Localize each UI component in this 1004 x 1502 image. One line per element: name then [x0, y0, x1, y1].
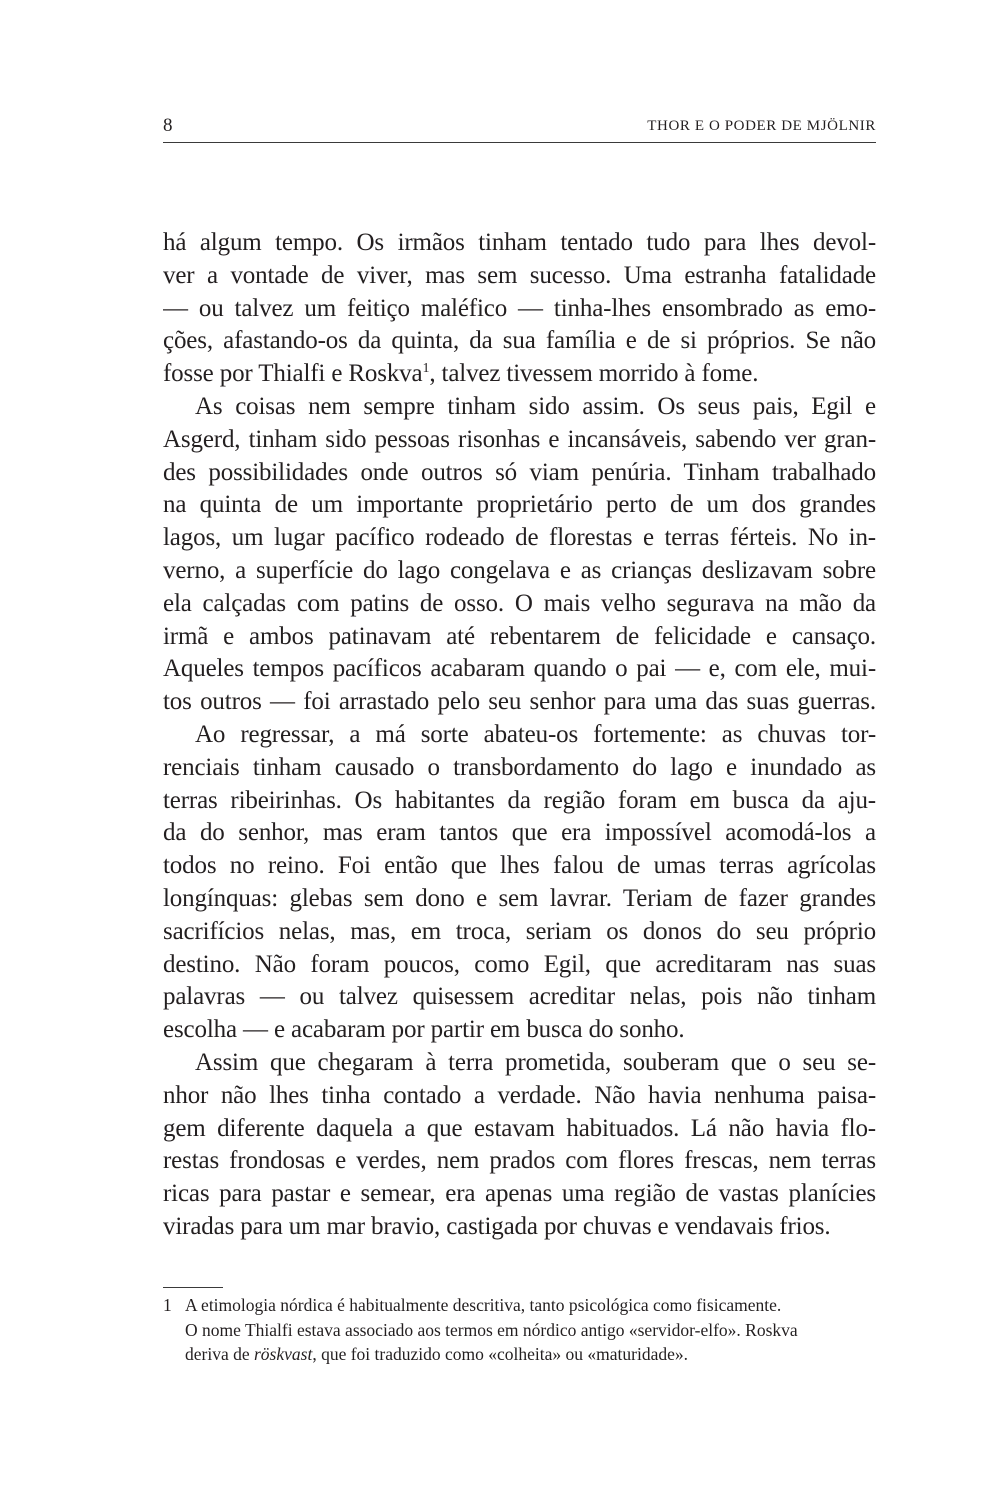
- footnote-line: O nome Thialfi estava associado aos termos em nórdico antigo «servidor-elfo». Roskva: [185, 1319, 798, 1340]
- footnote-reference: 1: [422, 361, 430, 377]
- book-title: THOR E O PODER DE MJÖLNIR: [647, 118, 876, 134]
- text-line: verno, a superfície do lago congelava e as crianças deslizavam sobre: [163, 556, 876, 584]
- text-line: gem diferente daquela a que estavam habituados. Lá não havia flo-: [163, 1114, 876, 1142]
- text-line: há algum tempo. Os irmãos tinham tentado tudo para lhes devol-: [163, 229, 876, 256]
- text-line: Aqueles tempos pacíficos acabaram quando o pai — e, com ele, mui-: [163, 655, 876, 683]
- footnote-number: 1: [163, 1295, 172, 1315]
- text-line: palavras — ou talvez quisessem acreditar nelas, pois não tinham: [163, 983, 876, 1011]
- text-line: des possibilidades onde outros só viam penúria. Tinham trabalhado: [163, 458, 876, 486]
- text-line: ver a vontade de viver, mas sem sucesso. Uma estranha fatalidade: [163, 261, 876, 289]
- text-line: longínquas: glebas sem dono e sem lavrar. Teriam de fazer grandes: [163, 884, 876, 912]
- body-text: [163, 227, 876, 1244]
- footnote: [163, 1293, 876, 1367]
- text-line: renciais tinham causado o transbordamento do lago e inundado as: [163, 753, 876, 781]
- footnote-separator: [163, 1287, 223, 1288]
- text-line: restas frondosas e verdes, nem prados com flores frescas, nem terras: [163, 1147, 876, 1175]
- text-line: irmã e ambos patinavam até rebentarem de felicidade e cansaço.: [163, 622, 876, 650]
- text-line: Asgerd, tinham sido pessoas risonhas e incansáveis, sabendo ver gran-: [163, 425, 876, 453]
- footnote-italic-term: röskvast: [254, 1344, 313, 1364]
- text-fragment: , talvez tivessem morrido à fome.: [429, 360, 759, 388]
- text-fragment: fosse por Thialfi e Roskva: [163, 360, 423, 388]
- text-line: terras ribeirinhas. Os habitantes da região foram em busca da aju-: [163, 786, 876, 814]
- text-line: ela calçadas com patins de osso. O mais velho segurava na mão da: [163, 589, 876, 617]
- running-head: [163, 108, 876, 143]
- text-line: todos no reino. Foi então que lhes falou de umas terras agrícolas: [163, 852, 876, 880]
- text-line: viradas para um mar bravio, castigada por chuvas e vendavais frios.: [163, 1212, 831, 1240]
- text-line: destino. Não foram poucos, como Egil, que acreditaram nas suas: [163, 950, 876, 978]
- text-line: na quinta de um importante proprietário perto de um dos grandes: [163, 491, 876, 519]
- text-line: nhor não lhes tinha contado a verdade. Não havia nenhuma paisa-: [163, 1081, 876, 1109]
- paragraph-first-line: As coisas nem sempre tinham sido assim. Os seus pais, Egil e: [195, 392, 876, 420]
- text-line: lagos, um lugar pacífico rodeado de florestas e terras férteis. No in-: [163, 524, 876, 552]
- text-line: sacrifícios nelas, mas, em troca, seriam os donos do seu próprio: [163, 917, 876, 945]
- text-line: ções, afastando-os da quinta, da sua família e de si próprios. Se não: [163, 327, 876, 355]
- text-line: ricas para pastar e semear, era apenas uma região de vastas planícies: [163, 1180, 876, 1208]
- footnote-text: , que foi traduzido como «colheita» ou «maturidade».: [312, 1344, 688, 1364]
- footnote-text: A etimologia nórdica é habitualmente descritiva, tanto psicológica como fisicamente.: [185, 1295, 782, 1315]
- footnote-line: [163, 1293, 876, 1318]
- text-line: tos outros — foi arrastado pelo seu senhor para uma das suas guerras.: [163, 688, 876, 716]
- paragraph-first-line: Assim que chegaram à terra prometida, souberam que o seu se-: [195, 1048, 876, 1076]
- text-line: escolha — e acabaram por partir em busca do sonho.: [163, 1016, 685, 1044]
- page-number: 8: [163, 115, 173, 136]
- footnote-text: deriva de: [185, 1344, 254, 1364]
- footnote-line: [163, 1342, 876, 1367]
- text-line: — ou talvez um feitiço maléfico — tinha-lhes ensombrado as emo-: [163, 294, 876, 322]
- paragraph-first-line: Ao regressar, a má sorte abateu-os fortemente: as chuvas tor-: [195, 720, 876, 748]
- text-line: da do senhor, mas eram tantos que era impossível acomodá-los a: [163, 819, 876, 847]
- text-line: [163, 358, 876, 391]
